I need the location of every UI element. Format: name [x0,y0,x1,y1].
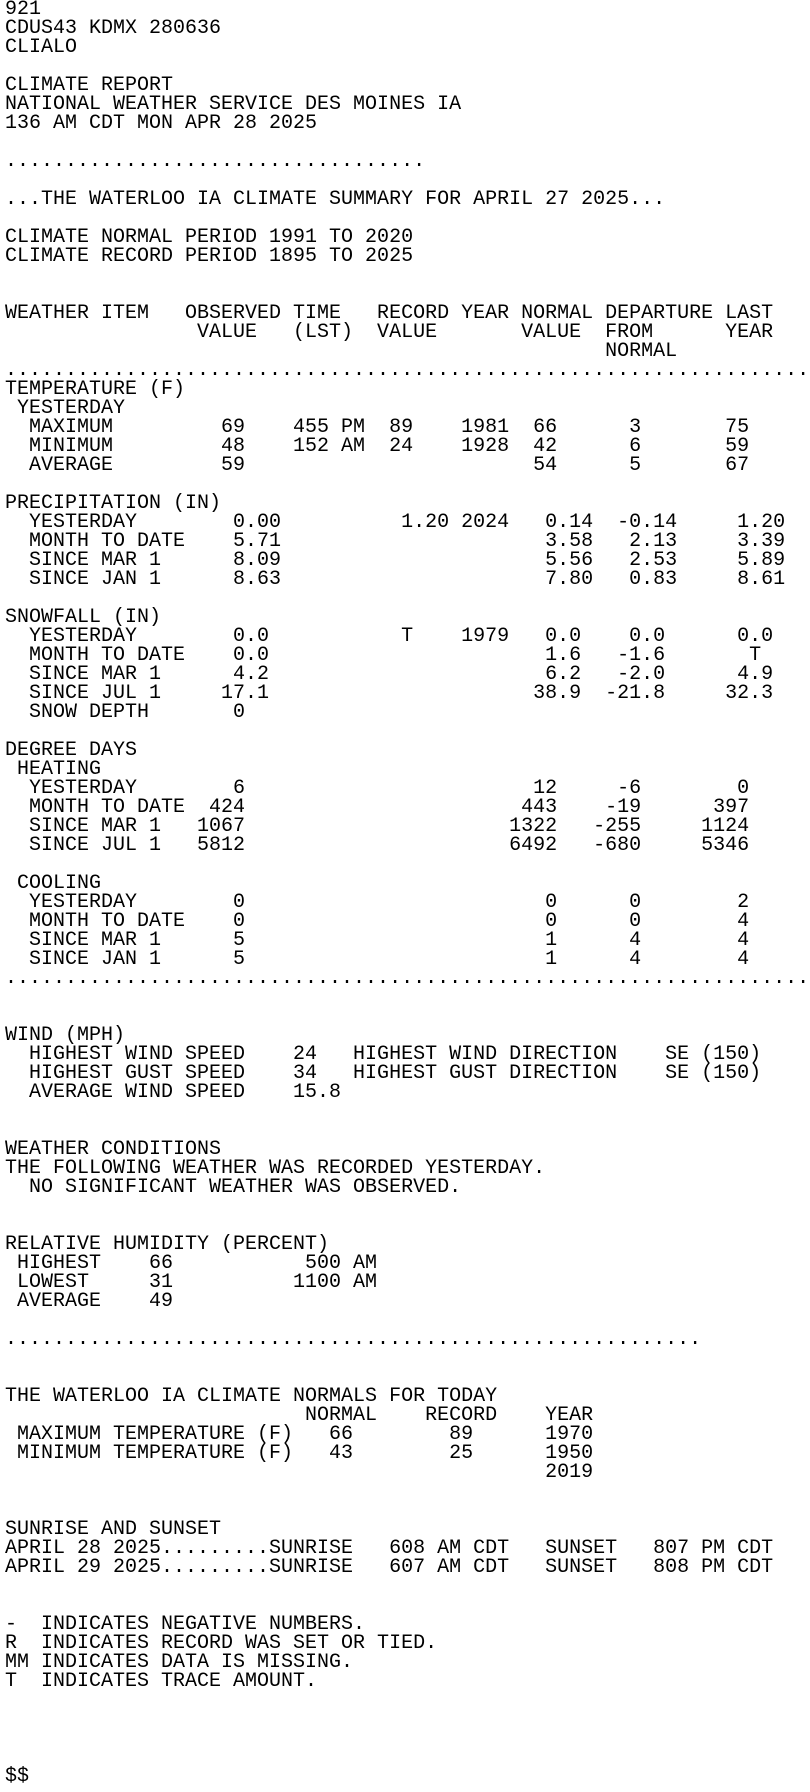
report-line: NO SIGNIFICANT WEATHER WAS OBSERVED. [5,1176,462,1199]
report-line: LOWEST 31 1100 AM [5,1271,378,1294]
report-line: MONTH TO DATE 424 443 -19 397 [5,796,750,819]
report-line: HIGHEST 66 500 AM [5,1252,378,1275]
report-line: HIGHEST WIND SPEED 24 HIGHEST WIND DIRECTION SE (150) [5,1043,762,1066]
report-line: MONTH TO DATE 0.0 1.6 -1.6 T [5,644,762,667]
report-line: HEATING [5,758,102,781]
report-line: 136 AM CDT MON APR 28 2025 [5,112,318,135]
report-line: RELATIVE HUMIDITY (PERCENT) [5,1233,330,1256]
report-line: MM INDICATES DATA IS MISSING. [5,1651,354,1674]
report-line: AVERAGE WIND SPEED 15.8 [5,1081,342,1104]
report-line: VALUE (LST) VALUE VALUE FROM YEAR [5,321,774,344]
report-line: ................................................................... [5,359,810,382]
report-line [5,1102,810,1121]
report-line: ................................... [5,150,426,173]
report-line: 2019 [5,1461,594,1484]
report-line: PRECIPITATION (IN) [5,492,222,515]
report-line: COOLING [5,872,102,895]
report-line: SUNRISE AND SUNSET [5,1518,222,1541]
report-line [5,266,810,285]
report-line: APRIL 28 2025.........SUNRISE 608 AM CDT SUNSET 807 PM CDT [5,1537,774,1560]
report-line: .......................................................... [5,1328,702,1351]
report-line [5,1349,810,1368]
report-line: SINCE JUL 1 5812 6492 -680 5346 [5,834,750,857]
report-line: YESTERDAY 0.0 T 1979 0.0 0.0 0.0 [5,625,774,648]
report-line [5,1007,810,1026]
report-line: SINCE MAR 1 8.09 5.56 2.53 5.89 [5,549,786,572]
report-line: SINCE MAR 1 1067 1322 -255 1124 [5,815,750,838]
report-line: - INDICATES NEGATIVE NUMBERS. [5,1613,366,1636]
report-line: THE WATERLOO IA CLIMATE NORMALS FOR TODAY [5,1385,498,1408]
report-line: APRIL 29 2025.........SUNRISE 607 AM CDT SUNSET 808 PM CDT [5,1556,774,1579]
report-line: MAXIMUM TEMPERATURE (F) 66 89 1970 [5,1423,594,1446]
report-line: WIND (MPH) [5,1024,126,1047]
report-line: $$ [5,1765,30,1786]
report-line: NATIONAL WEATHER SERVICE DES MOINES IA [5,93,462,116]
report-line: R INDICATES RECORD WAS SET OR TIED. [5,1632,438,1655]
report-line: NORMAL RECORD YEAR [5,1404,594,1427]
report-line: YESTERDAY 0 0 0 2 [5,891,750,914]
report-line: CDUS43 KDMX 280636 [5,17,222,40]
report-line: ...THE WATERLOO IA CLIMATE SUMMARY FOR APRIL 27 2025... [5,188,666,211]
report-line: WEATHER CONDITIONS [5,1138,222,1161]
report-line: WEATHER ITEM OBSERVED TIME RECORD YEAR NORMAL DEPARTURE LAST [5,302,774,325]
report-line: CLIMATE REPORT [5,74,174,97]
report-line: SINCE MAR 1 4.2 6.2 -2.0 4.9 [5,663,774,686]
report-line: SNOWFALL (IN) [5,606,162,629]
report-line: YESTERDAY 0.00 1.20 2024 0.14 -0.14 1.20 [5,511,786,534]
report-line: SINCE JUL 1 17.1 38.9 -21.8 32.3 [5,682,774,705]
report-line: AVERAGE 59 54 5 67 [5,454,750,477]
report-line: DEGREE DAYS [5,739,138,762]
report-line: HIGHEST GUST SPEED 34 HIGHEST GUST DIRECTION SE (150) [5,1062,762,1085]
report-line: SINCE MAR 1 5 1 4 4 [5,929,750,952]
report-line: MONTH TO DATE 5.71 3.58 2.13 3.39 [5,530,786,553]
report-line [5,1748,810,1767]
report-line: MINIMUM 48 152 AM 24 1928 42 6 59 [5,435,750,458]
report-line: TEMPERATURE (F) [5,378,186,401]
report-line: YESTERDAY 6 12 -6 0 [5,777,750,800]
report-line: THE FOLLOWING WEATHER WAS RECORDED YESTERDAY. [5,1157,546,1180]
report-line [5,1729,810,1748]
report-line: CLIMATE RECORD PERIOD 1895 TO 2025 [5,245,414,268]
report-line: NORMAL [5,340,678,363]
report-line [5,1197,810,1216]
report-line [5,855,810,874]
report-line [5,988,810,1007]
report-line: MONTH TO DATE 0 0 0 4 [5,910,750,933]
report-line: CLIMATE NORMAL PERIOD 1991 TO 2020 [5,226,414,249]
report-line [5,1482,810,1501]
report-line [5,1691,810,1710]
report-line [5,1710,810,1729]
report-line: YESTERDAY [5,397,126,420]
report-line: 921 [5,0,42,21]
report-line: SINCE JAN 1 8.63 7.80 0.83 8.61 [5,568,786,591]
report-line: SNOW DEPTH 0 [5,701,246,724]
report-line: SINCE JAN 1 5 1 4 4 [5,948,750,971]
report-line: ................................................................... [5,967,810,990]
report-line: T INDICATES TRACE AMOUNT. [5,1670,318,1693]
report-line: AVERAGE 49 [5,1290,174,1313]
report-line: CLIALO [5,36,78,59]
report-line: MAXIMUM 69 455 PM 89 1981 66 3 75 [5,416,750,439]
report-line [5,1577,810,1596]
report-line: MINIMUM TEMPERATURE (F) 43 25 1950 [5,1442,594,1465]
